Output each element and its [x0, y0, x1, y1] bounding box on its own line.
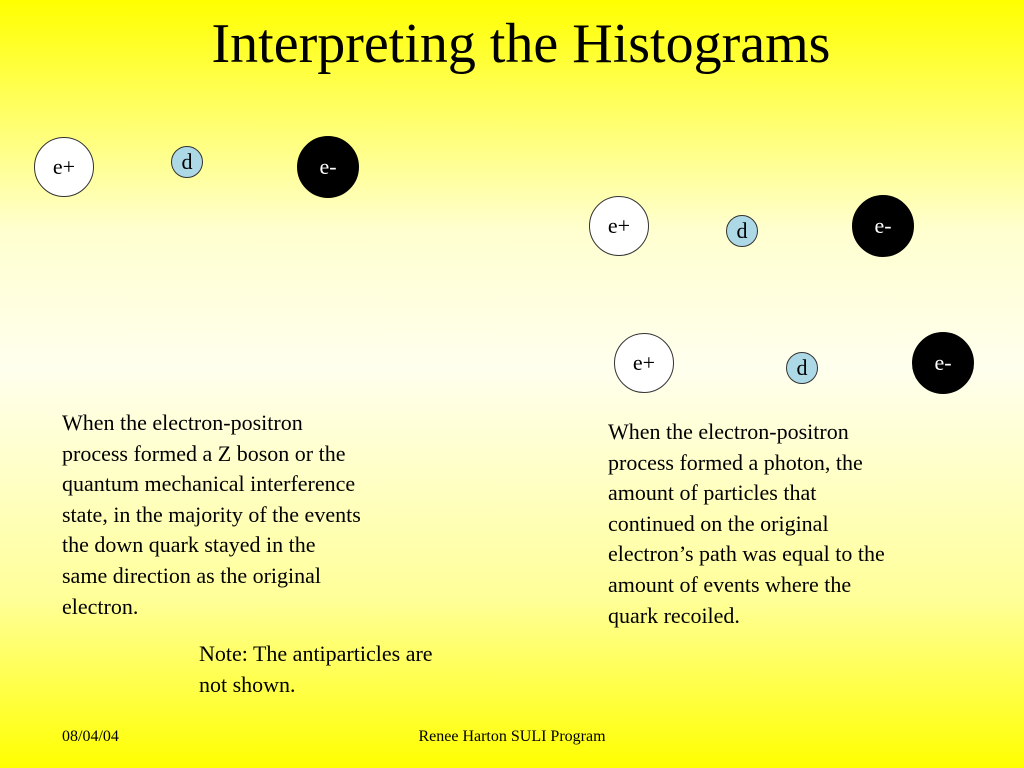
- positron-circle: [614, 333, 674, 393]
- down-quark-circle: [726, 215, 758, 247]
- z-boson-explanation: [62, 408, 502, 622]
- text-line: Note: The antiparticles are: [199, 641, 433, 666]
- text-line: state, in the majority of the events: [62, 501, 361, 527]
- text-line: quantum mechanical interference: [62, 471, 356, 497]
- positron-circle: [589, 196, 649, 256]
- text-line: amount of particles that: [608, 480, 817, 506]
- text-line: electron’s path was equal to the: [608, 541, 885, 567]
- positron-label: e+: [52, 154, 76, 179]
- text-line: process formed a Z boson or the: [62, 440, 346, 466]
- antiparticles-note: [199, 639, 539, 700]
- electron-label: e-: [319, 154, 337, 179]
- electron-circle: [852, 195, 914, 257]
- text-line: same direction as the original: [62, 562, 322, 588]
- text-line: continued on the original: [608, 510, 829, 536]
- footer-presenter: Renee Harton SULI Program: [418, 728, 606, 745]
- electron-label: e-: [874, 213, 892, 238]
- text-line: When the electron-positron: [608, 419, 849, 444]
- down-quark-label: d: [736, 218, 748, 243]
- text-line: amount of events where the: [608, 571, 852, 597]
- text-line: quark recoiled.: [608, 602, 740, 628]
- down-quark-label: d: [796, 355, 808, 380]
- photon-explanation: [608, 417, 1008, 631]
- positron-label: e+: [632, 350, 656, 375]
- text-line: not shown.: [199, 671, 296, 697]
- down-quark-label: d: [181, 149, 193, 174]
- electron-label: e-: [934, 350, 952, 375]
- text-line: When the electron-positron: [62, 410, 303, 435]
- text-line: process formed a photon, the: [608, 449, 863, 475]
- positron-circle: [34, 137, 94, 197]
- footer-date: 08/04/04: [62, 728, 119, 745]
- text-line: the down quark stayed in the: [62, 532, 316, 558]
- slide-title: Interpreting the Histograms: [211, 13, 831, 75]
- electron-circle: [912, 332, 974, 394]
- electron-circle: [297, 136, 359, 198]
- down-quark-circle: [786, 352, 818, 384]
- text-line: electron.: [62, 593, 139, 619]
- positron-label: e+: [607, 213, 631, 238]
- down-quark-circle: [171, 146, 203, 178]
